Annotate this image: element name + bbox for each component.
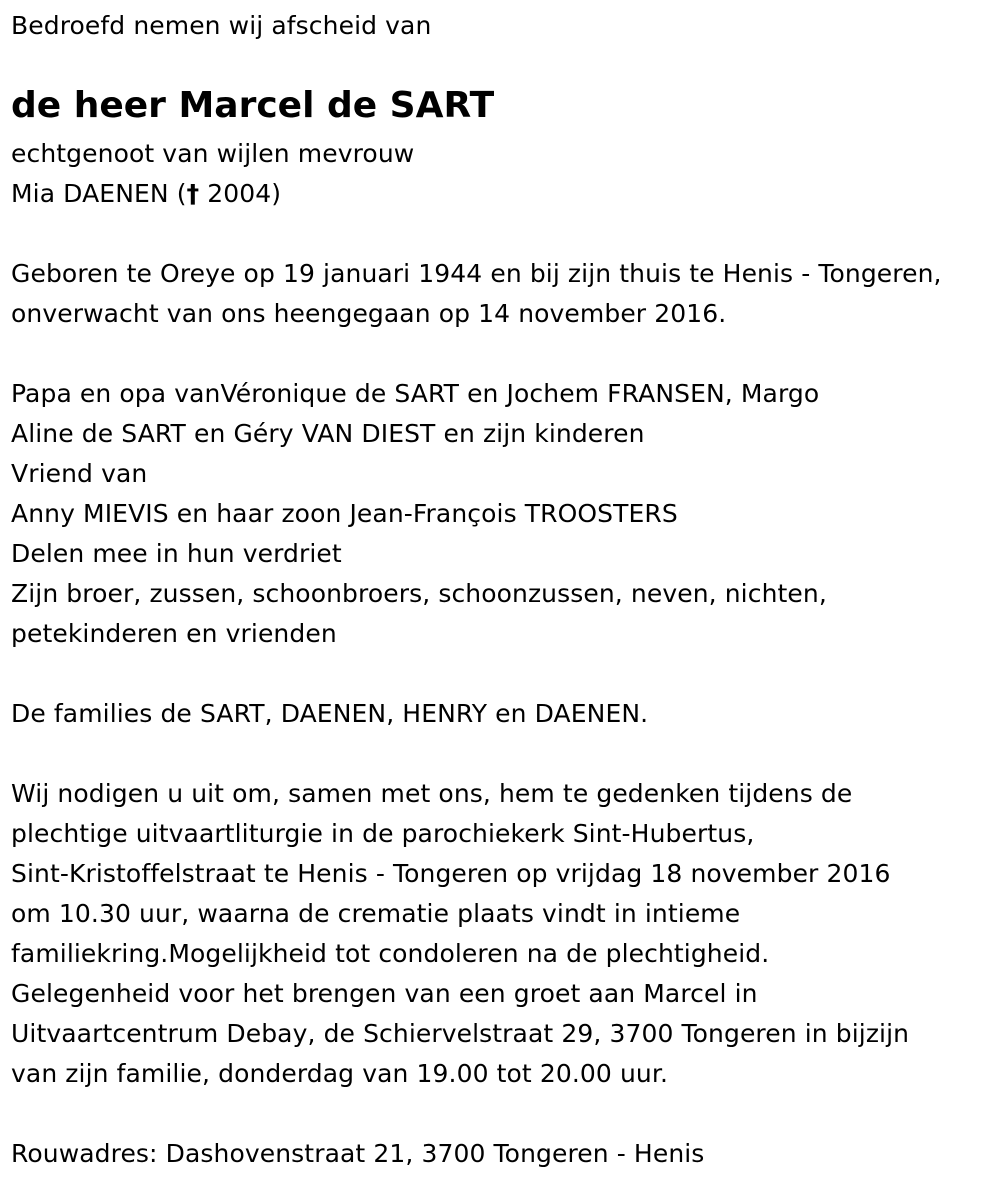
family-line: Anny MIEVIS en haar zoon Jean-François TROOSTERS [11, 499, 678, 528]
spouse-block [11, 134, 414, 214]
spouse-line: echtgenoot van wijlen mevrouw [11, 139, 415, 168]
ceremony-line: Sint-Kristoffelstraat te Henis - Tongeren op vrijdag 18 november 2016 [11, 859, 891, 888]
family-line: Zijn broer, zussen, schoonbroers, schoonzussen, neven, nichten, [11, 579, 827, 608]
birth-line: Geboren te Oreye op 19 januari 1944 en bij zijn thuis te Henis - Tongeren, [11, 259, 942, 288]
families-line: De families de SART, DAENEN, HENRY en DAENEN. [11, 699, 649, 728]
spouse-death-year: 2004) [199, 179, 282, 208]
death-line: onverwacht van ons heengegaan op 14 november 2016. [11, 299, 727, 328]
family-line: Papa en opa vanVéronique de SART en Jochem FRANSEN, Margo [11, 379, 820, 408]
ceremony-line: plechtige uitvaartliturgie in de parochiekerk Sint-Hubertus, [11, 819, 755, 848]
ceremony-block [11, 774, 909, 1094]
family-block [11, 374, 827, 654]
ceremony-line: van zijn familie, donderdag van 19.00 tot 20.00 uur. [11, 1059, 669, 1088]
spouse-name: Mia DAENEN ( [11, 179, 187, 208]
birth-death-block [11, 254, 942, 334]
cross-icon: † [186, 179, 200, 208]
ceremony-line: familiekring.Mogelijkheid tot condoleren na de plechtigheid. [11, 939, 770, 968]
address-block [11, 1134, 704, 1174]
family-line: Aline de SART en Géry VAN DIEST en zijn kinderen [11, 419, 645, 448]
ceremony-line: om 10.30 uur, waarna de crematie plaats vindt in intieme [11, 899, 741, 928]
spouse-name-line [11, 174, 414, 214]
families-block [11, 694, 648, 734]
mourning-address: Rouwadres: Dashovenstraat 21, 3700 Tongeren - Henis [11, 1139, 705, 1168]
family-line: petekinderen en vrienden [11, 619, 337, 648]
family-line: Vriend van [11, 459, 148, 488]
ceremony-line: Wij nodigen u uit om, samen met ons, hem te gedenken tijdens de [11, 779, 853, 808]
ceremony-line: Gelegenheid voor het brengen van een groet aan Marcel in [11, 979, 758, 1008]
intro-text: Bedroefd nemen wij afscheid van [11, 11, 432, 40]
deceased-name: de heer Marcel de SART [11, 85, 495, 126]
ceremony-line: Uitvaartcentrum Debay, de Schiervelstraat 29, 3700 Tongeren in bijzijn [11, 1019, 910, 1048]
family-line: Delen mee in hun verdriet [11, 539, 342, 568]
